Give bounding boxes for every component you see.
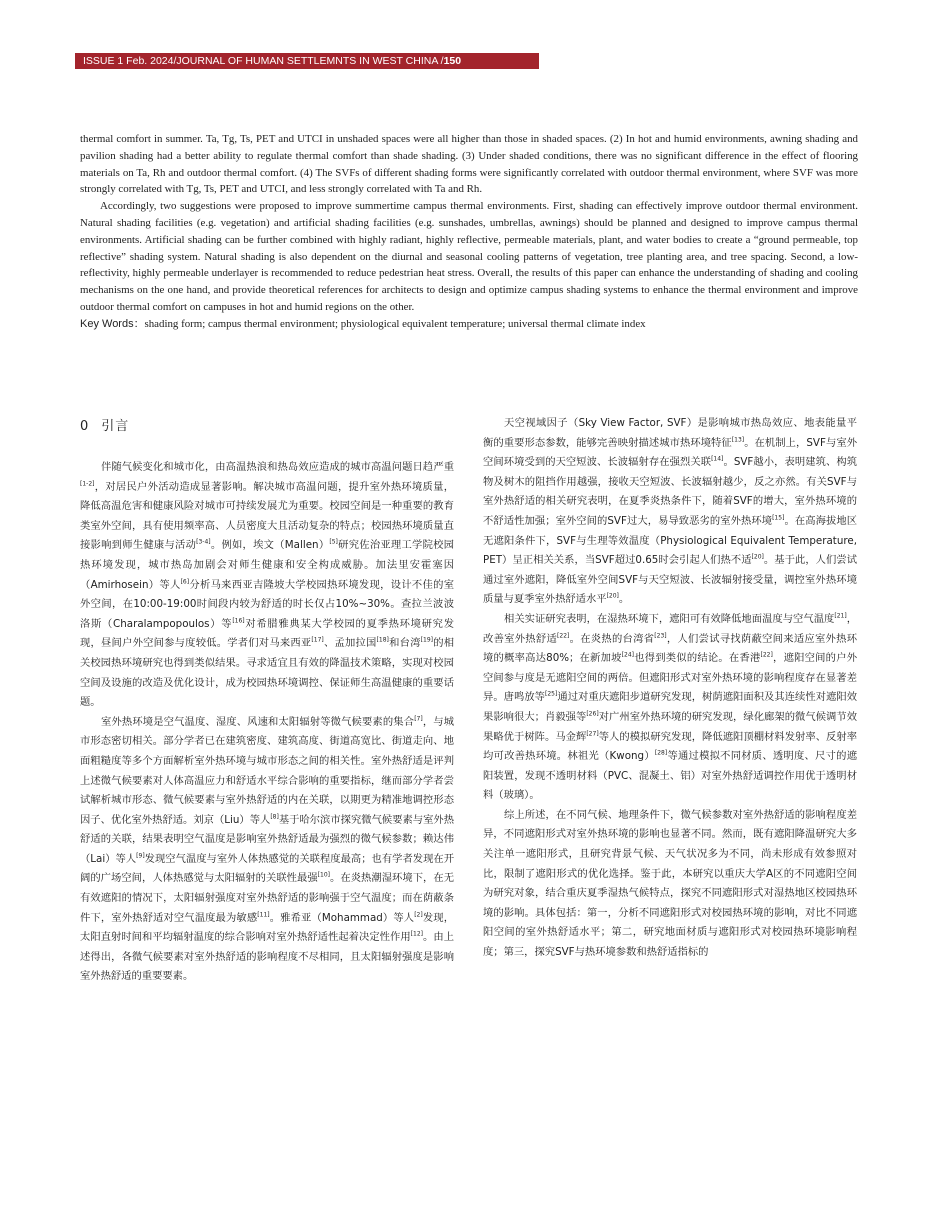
abstract-paragraph-2: Accordingly, two suggestions were proposed to improve summertime campus thermal environments. First, shading can effectively improve outdoor thermal environment. Natural shading facilities (e.g. vegetation) and artificial shading facilities (e.g. sunshades, umbrellas, awnings) should be planned and designed to improve campus thermal environments. Artificial shading can be further combined with highly radiant, highly reflective, permeable materials, plant, and water bodies to create a “ground permeable, top reflective” shading system. Natural shading is also dependent on the diurnal and seasonal cooling patterns of vegetation, tree planting area, and tree spacing. Second, a low-reflectivity, highly permeable underlayer is recommended to reduce pedestrian heat stress. Overall, the results of this paper can enhance the understanding of shading and cooling mechanisms on the one hand, and provide theoretical references for architects to design and optimize campus shading systems to enhance the thermal environment and improve outdoor thermal comfort on campuses in hot and humid regions on the other.	[80, 200, 858, 313]
english-abstract	[80, 131, 858, 333]
body-paragraph: 天空视域因子（Sky View Factor, SVF）是影响城市热岛效应、地表能量平衡的重要形态参数，能够完善映射描述城市热环境特征[13]。在机制上，SVF与室外空间环境受到的天空短波、长波辐射存在强烈关联[14]。SVF越小，表明建筑、构筑物及树木的阻挡作用越强，接收天空短波、长波辐射越少，反之亦然。有关SVF与室外热舒适的相关研究表明，在夏季炎热条件下，随着SVF的增大，室外热环境的不舒适性加强；室外空间的SVF过大，易导致恶劣的室外热环境[15]。在高海拔地区无遮阳条件下，SVF与生理等效温度（Physiological Equivalent Temperature, PET）呈正相关关系，当SVF超过0.65时会引起人们热不适[20]。基于此，人们尝试通过室外遮阳，降低室外空间SVF与天空短波、长波辐射接受量，调控室外热环境质量与夏季室外热舒适水平[20]。	[483, 417, 858, 606]
body-paragraph: 室外热环境是空气温度、湿度、风速和太阳辐射等微气候要素的集合[7]，与城市形态密切相关。部分学者已在建筑密度、建筑高度、街道高宽比、街道走向、地面粗糙度等多个方面解析室外热环境与城市形态之间的相关性。室外热舒适是评判上述微气候要素对人体高温应力和舒适水平综合影响的重要指标，继而部分学者尝试解析城市形态、微气候要素与室外热舒适的内在关联，以期更为精准地调控形态因子、优化室外热舒适。刘京（Liu）等人[8]基于哈尔滨市探究微气候要素与室外热舒适的关联，结果表明空气温度是影响室外热舒适最为强烈的微气候参数；赖达伟（Lai）等人[9]发现空气温度与室外人体热感觉的关联程度最高；也有学者发现在开阔的广场空间，人体热感觉与太阳辐射的关联性最强[10]。在炎热潮湿环境下，在无有效遮阳的情况下，太阳辐射强度对室外热舒适的影响强于空气温度；而在荫蔽条件下，室外热舒适对空气温度最为敏感[11]。雅希亚（Mohammad）等人[2]发现，太阳直射时间和平均辐射温度的综合影响对室外热舒适性起着决定性作用[12]。由上述得出，各微气候要素对室外热舒适的影响程度不尽相同，且太阳辐射强度是影响室外热舒适的重要要素。	[80, 715, 455, 983]
abstract-paragraph-1: thermal comfort in summer. Ta, Tg, Ts, PET and UTCI in unshaded spaces were all higher than those in shaded spaces. (2) In hot and humid environments, awning shading and pavilion shading had a better ability to regulate thermal comfort than shade shading. (3) Under shaded conditions, there was no significant difference in the effect of flooring materials on Ta, Rh and outdoor thermal comfort. (4) The SVFs of different shading forms were significantly correlated with outdoor thermal environment, where SVF was more strongly correlated with Tg, Ts, PET and UTCI, and less strongly correlated with Ta and Rh.	[80, 133, 858, 196]
citation-ref: [23]	[654, 632, 667, 640]
body-column-right	[483, 414, 857, 963]
citation-ref: [25]	[545, 690, 558, 698]
citation-ref: [22]	[557, 632, 570, 640]
citation-ref: [24]	[621, 651, 634, 659]
citation-ref: [27]	[586, 730, 599, 738]
body-column-left	[80, 418, 454, 987]
citation-ref: [18]	[376, 636, 389, 644]
citation-ref: [13]	[731, 436, 745, 444]
citation-ref: [7]	[414, 715, 423, 723]
citation-ref: [8]	[270, 813, 279, 821]
citation-ref: [11]	[257, 911, 270, 919]
citation-ref: [10]	[317, 872, 330, 880]
citation-ref: [21]	[834, 612, 847, 620]
citation-ref: [28]	[654, 749, 668, 757]
citation-ref: [14]	[711, 455, 724, 463]
citation-ref: [22]	[760, 651, 773, 659]
citation-ref: [26]	[586, 710, 599, 718]
keywords-label: Key Words	[80, 317, 134, 330]
citation-ref: [9]	[136, 852, 145, 860]
keywords-text: ：shading form; campus thermal environment; physiological equivalent temperature; universal thermal climate index	[133, 317, 646, 330]
citation-ref: [20]	[751, 553, 764, 561]
citation-ref: [20]	[606, 592, 619, 600]
body-paragraph: 伴随气候变化和城市化，由高温热浪和热岛效应造成的城市高温问题日趋严重[1-2]，对居民户外活动造成显著影响。解决城市高温问题，提升室外热环境质量，降低高温危害和健康风险对城市可持续发展尤为重要。校园空间是一种重要的教育类室外空间，具有使用频率高、人员密度大且活动复杂的特点；校园热环境质量直接影响到师生健康与活动[3-4]。例如，埃文（Mallen）[5]研究佐治亚理工学院校园热环境发现，城市热岛加剧会对师生健康和安全构成威胁。加法里安霍塞因（Amirhosein）等人[6]分析马来西亚吉隆坡大学校园热环境发现，设计不佳的室外空间，在10:00-19:00时间段内较为舒适的时长仅占10%~30%。查拉兰波波洛斯（Charalampopoulos）等[16]对希腊雅典某大学校园的夏季热环境研究发现，昼间户外空间参与度较低。学者们对马来西亚[17]、孟加拉国[18]和台湾[19]的相关校园热环境研究也得到类似结果。寻求适宜且有效的降温技术策略，实现对校园空间及设施的改造及优化设计，成为校园热环境调控、保证师生高温健康的重要话题。	[80, 461, 455, 709]
citation-ref: [15]	[772, 514, 785, 522]
citation-ref: [3-4]	[196, 538, 211, 546]
body-paragraph: 相关实证研究表明，在湿热环境下，遮阳可有效降低地面温度与空气温度[21]，改善室外热舒适[22]。在炎热的台湾省[23]，人们尝试寻找荫蔽空间来适应室外热环境的概率高达80%；在新加坡[24]也得到类似的结论。在香港[22]，遮阳空间的户外空间参与度是无遮阳空间的两倍。但遮阳形式对室外热环境的影响程度存在显著差异。唐鸣放等[25]通过对重庆遮阳步道研究发现，树荫遮阳面积及其连续性对遮阳效果影响很大；肖毅强等[26]对广州室外热环境的研究发现，绿化廊架的微气候调节效果略优于树阵。马金辉[27]等人的模拟研究发现，降低遮阳顶棚材料发射率、反射率均可改善热环境。林祖光（Kwong）[28]等通过模拟不同材质、透明度、尺寸的遮阳装置，发现不透明材料（PVC、混凝土、铝）对室外热舒适调控作用优于透明材料（玻璃）。	[483, 612, 858, 802]
citation-ref: [16]	[232, 617, 245, 625]
body-paragraph: 综上所述，在不同气候、地理条件下，微气候参数对室外热舒适的影响程度差异，不同遮阳形式对室外热环境的影响也显著不同。然而，既有遮阳降温研究大多关注单一遮阳形式，且研究背景气候、天气状况多为不同，尚未形成有效参照对比，限制了遮阳形式的优化选择。鉴于此，本研究以重庆大学A区的不同遮阳空间为研究对象，结合重庆夏季湿热气候特点，探究不同遮阳形式对湿热地区校园热环境的影响。具体包括：第一，分析不同遮阳形式对校园热环境的影响，对比不同遮阳空间的室外热舒适水平；第二，研究地面材质与遮阳形式对校园热环境影响程度；第三，探究SVF与热环境参数和热舒适指标的	[483, 808, 857, 959]
citation-ref: [2]	[414, 911, 423, 919]
citation-ref: [12]	[410, 930, 423, 938]
keywords-line	[80, 316, 858, 333]
section-heading	[80, 418, 454, 436]
citation-ref: [1-2]	[80, 480, 95, 488]
section-title: 引言	[101, 419, 130, 434]
journal-header-text: ISSUE 1 Feb. 2024/JOURNAL OF HUMAN SETTLEMNTS IN WEST CHINA /	[83, 55, 444, 67]
page-number: 150	[443, 55, 462, 67]
journal-header-bar	[75, 53, 539, 69]
citation-ref: [17]	[311, 636, 324, 644]
section-number: 0	[80, 419, 90, 434]
citation-ref: [19]	[420, 636, 433, 644]
citation-ref: [5]	[329, 538, 338, 546]
citation-ref: [6]	[180, 578, 190, 586]
